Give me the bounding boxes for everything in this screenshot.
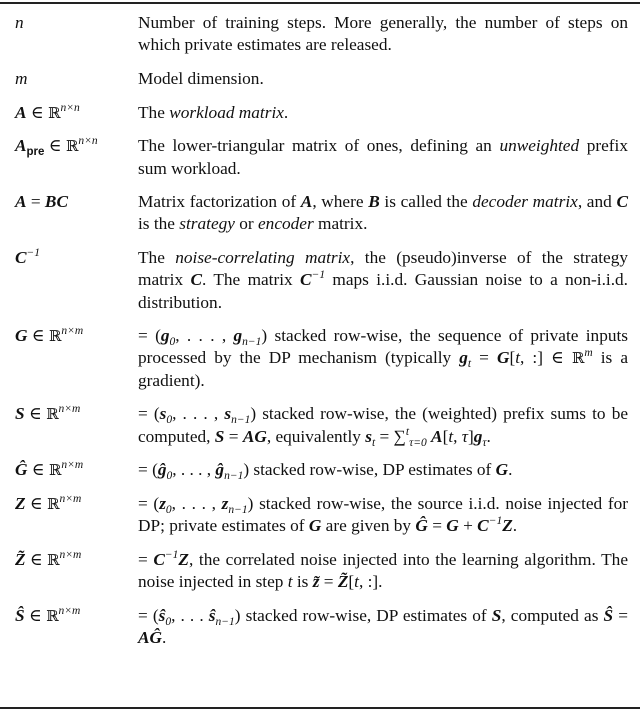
notation-description-segment: z <box>159 493 166 513</box>
notation-description-segment: G <box>446 516 459 536</box>
notation-description-segment: , :]. <box>358 572 383 592</box>
notation-symbol-segment: n×m <box>58 604 81 617</box>
notation-symbol-segment: ∈ <box>27 460 49 480</box>
notation-description-segment: The <box>138 248 176 268</box>
notation-symbol-segment: ℝ <box>46 405 59 424</box>
notation-description-segment: z <box>221 493 229 513</box>
notation-description-segment: n−1 <box>215 615 235 628</box>
notation-description-segment: , and <box>577 192 617 212</box>
notation-description-segment: C <box>300 270 312 290</box>
notation-description-segment: G <box>495 460 509 480</box>
notation-description-segment: , . . . <box>171 605 209 625</box>
notation-description-segment: = ( <box>138 404 160 424</box>
notation-description-segment: t <box>448 426 454 446</box>
top-rule <box>0 2 640 4</box>
table-row <box>0 102 640 136</box>
notation-description-segment: is <box>292 572 313 592</box>
notation-description-segment: = <box>138 549 154 569</box>
notation-symbol-segment: n×m <box>61 325 84 338</box>
notation-symbol <box>0 459 138 493</box>
notation-description <box>138 102 640 136</box>
notation-symbol-segment: BC <box>44 192 68 212</box>
notation-description-segment: Ĝ <box>415 516 428 536</box>
notation-symbol-segment: Ŝ <box>15 605 25 625</box>
notation-description-segment: τ <box>461 426 468 446</box>
notation-description-segment: n−1 <box>228 503 248 516</box>
notation-description-segment: t <box>467 358 472 371</box>
notation-description-segment: = ∑ <box>375 426 406 446</box>
notation-symbol-segment: ℝ <box>46 606 59 625</box>
notation-description-segment: s <box>365 426 372 446</box>
bottom-rule <box>0 707 640 709</box>
notation-symbol-segment: ℝ <box>48 461 62 480</box>
notation-description-segment: [ <box>348 572 355 592</box>
notation-description-segment: = ( <box>138 460 158 480</box>
table-row <box>0 135 640 191</box>
notation-description-segment: 0 <box>165 503 172 516</box>
notation-symbol-segment: n×m <box>59 548 82 561</box>
notation-description <box>138 247 640 325</box>
notation-description <box>138 605 640 661</box>
notation-description-segment: −1 <box>164 548 179 561</box>
notation-description-segment: A <box>431 426 443 446</box>
notation-description-segment: 0 <box>169 336 176 349</box>
notation-symbol-segment: A <box>15 102 27 122</box>
notation-description-segment: Number of training steps. More generally, the number of steps on which private estimates are released. <box>138 13 628 55</box>
notation-description-segment: g <box>459 348 468 368</box>
notation-description-segment: . <box>512 516 518 536</box>
notation-description-segment: B <box>368 192 380 212</box>
notation-symbol-segment: ∈ <box>25 493 47 513</box>
notation-description-segment: prefix sum workload. <box>138 136 628 178</box>
notation-symbol-segment: ℝ <box>47 103 61 122</box>
notation-description-segment: n−1 <box>242 336 262 349</box>
notation-symbol-segment: ℝ <box>65 137 79 156</box>
notation-symbol-segment: ∈ <box>24 605 47 625</box>
notation-description-segment: workload matrix <box>169 102 284 122</box>
notation-description-segment: . <box>162 627 167 647</box>
table-row <box>0 191 640 247</box>
notation-symbol-segment: pre <box>26 146 45 159</box>
notation-description-segment: g <box>233 326 243 346</box>
notation-description-segment: AĜ <box>138 627 163 647</box>
notation-description-segment: , . . . , <box>172 404 225 424</box>
notation-symbol <box>0 605 138 661</box>
notation-description-segment: , equivalently <box>266 426 366 446</box>
notation-description-segment: + <box>458 516 478 536</box>
notation-symbol <box>0 135 138 191</box>
notation-description-segment: . <box>486 426 491 446</box>
notation-symbol-segment: n×n <box>60 101 80 114</box>
table-row <box>0 493 640 549</box>
notation-description <box>138 403 640 459</box>
notation-description <box>138 549 640 605</box>
notation-description-segment: [ <box>509 348 516 368</box>
notation-description-segment: C <box>616 192 628 212</box>
notation-description-segment: C <box>153 549 165 569</box>
notation-description-segment: , . . . , <box>171 493 222 513</box>
notation-symbol-segment: ∈ <box>44 136 66 156</box>
notation-description <box>138 493 640 549</box>
notation-description-segment: , :] ∈ <box>520 348 572 368</box>
notation-symbol <box>0 12 138 68</box>
table-row <box>0 403 640 459</box>
notation-description-segment: encoder <box>258 214 314 234</box>
table-row <box>0 12 640 68</box>
notation-description-segment: Z̃ <box>337 572 349 592</box>
notation-description-segment: . <box>283 102 289 122</box>
notation-description-segment: AG <box>242 426 267 446</box>
notation-description-segment: , where <box>312 192 369 212</box>
notation-symbol-segment: n×m <box>59 492 82 505</box>
notation-description-segment: Z <box>178 549 189 569</box>
notation-description-segment: = ( <box>138 605 159 625</box>
notation-description-segment: matrix. <box>313 214 368 234</box>
notation-description-segment: τ=0 <box>409 436 427 449</box>
notation-symbol <box>0 325 138 403</box>
notation-description-segment: Ŝ <box>603 605 614 625</box>
notation-description-segment: unweighted <box>499 136 580 156</box>
notation-symbol <box>0 403 138 459</box>
notation-description-segment: , <box>453 426 462 446</box>
notation-symbol-segment: A <box>15 136 27 156</box>
notation-description-segment: n−1 <box>231 414 251 427</box>
notation-description-segment: ŝ <box>158 605 166 625</box>
notation-description-segment: z̃ <box>312 572 320 592</box>
notation-description-segment: , . . . , <box>172 460 216 480</box>
notation-description-segment: [ <box>442 426 449 446</box>
notation-symbol-segment: Ĝ <box>15 460 28 480</box>
notation-description-segment: C <box>477 516 489 536</box>
notation-description-segment: G <box>496 348 510 368</box>
notation-description-segment: t <box>405 425 410 438</box>
notation-description-segment: = <box>613 605 629 625</box>
notation-description-segment: −1 <box>488 515 503 528</box>
notation-symbol-segment: A <box>15 192 27 212</box>
notation-description-segment: ŝ <box>208 605 216 625</box>
notation-description-segment: is the <box>138 214 180 234</box>
notation-description-segment: −1 <box>311 269 326 282</box>
notation-description-segment: ) stacked row-wise, DP estimates of <box>234 605 492 625</box>
table-row <box>0 459 640 493</box>
notation-description-segment: . The matrix <box>202 270 301 290</box>
notation-description-segment: 0 <box>165 615 172 628</box>
notation-description-segment: τ <box>482 436 487 449</box>
notation-description-segment: s <box>159 404 167 424</box>
notation-description-segment: ĝ <box>215 460 225 480</box>
notation-description-segment: S <box>491 605 502 625</box>
notation-description-segment: = <box>319 572 338 592</box>
table-row <box>0 325 640 403</box>
notation-description-segment: . <box>508 460 513 480</box>
notation-description-segment: ) stacked row-wise, DP estimates of <box>243 460 496 480</box>
notation-description-segment: , . . . , <box>175 326 234 346</box>
notation-description-segment: maps i.i.d. Gaussian noise to a non-i.i.d. distribution. <box>138 270 629 312</box>
notation-symbol <box>0 68 138 102</box>
notation-description-segment: ) stacked row-wise, the sequence of private inputs processed by the DP mechanism (typically <box>138 326 628 368</box>
notation-symbol <box>0 247 138 325</box>
notation-description-segment: ĝ <box>157 460 167 480</box>
notation-description-segment: Z <box>502 516 513 536</box>
notation-symbol-segment: n <box>15 13 24 32</box>
notation-symbol-segment: −1 <box>26 247 41 260</box>
notation-description-segment: Matrix factorization of <box>138 192 301 212</box>
notation-description-segment: m <box>584 347 593 360</box>
notation-description-segment: decoder matrix <box>472 192 578 212</box>
notation-symbol-segment: ∈ <box>26 102 48 122</box>
notation-symbol-segment: S <box>15 404 25 424</box>
notation-symbol-segment: ℝ <box>48 327 62 346</box>
table-row <box>0 549 640 605</box>
notation-symbol-segment: C <box>15 248 27 268</box>
notation-symbol-segment: n×n <box>78 135 98 148</box>
notation-description-segment: strategy <box>179 214 235 234</box>
notation-description-segment: G <box>308 516 322 536</box>
table-row <box>0 247 640 325</box>
notation-description-segment: t <box>515 348 521 368</box>
notation-symbol-segment: ∈ <box>25 549 47 569</box>
notation-symbol-segment: ℝ <box>47 494 60 513</box>
notation-description-segment: , the (pseudo)inverse of the strategy matrix <box>138 248 628 290</box>
notation-description-segment: g <box>473 426 483 446</box>
notation-description-segment: are given by <box>321 516 416 536</box>
notation-description-segment: is called the <box>379 192 473 212</box>
notation-description-segment: t <box>371 436 376 449</box>
notation-symbol-segment: = <box>26 192 45 212</box>
notation-symbol-segment: Z <box>15 493 26 513</box>
notation-description-segment: s <box>224 404 232 424</box>
notation-description-segment: ) stacked row-wise, the source i.i.d. noise injected for DP; private estimates of <box>138 493 629 536</box>
notation-description-segment: 0 <box>166 470 173 483</box>
table-row <box>0 68 640 102</box>
notation-description-segment: g <box>160 326 170 346</box>
notation-description-segment: = <box>471 348 497 368</box>
notation-description-segment: A <box>300 192 313 212</box>
table-row <box>0 605 640 661</box>
notation-description <box>138 191 640 247</box>
notation-description-segment: ] <box>467 426 474 446</box>
notation-description-segment: ℝ <box>571 349 585 368</box>
notation-symbol-segment: Z̃ <box>15 549 26 569</box>
notation-description <box>138 12 640 68</box>
notation-description-segment: or <box>234 214 259 234</box>
notation-description <box>138 325 640 403</box>
notation-description <box>138 459 640 493</box>
notation-description-segment: = <box>224 426 243 446</box>
notation-symbol-segment: ℝ <box>47 550 60 569</box>
notation-symbol-segment: ∈ <box>24 404 47 424</box>
notation-symbol-segment: n×m <box>61 459 84 472</box>
notation-description-segment: , computed as <box>501 605 604 625</box>
notation-table <box>0 12 640 661</box>
notation-description-segment: The lower-triangular matrix of ones, defining an <box>138 136 500 156</box>
notation-description-segment: 0 <box>166 414 173 427</box>
notation-description <box>138 68 640 102</box>
notation-symbol-segment: ∈ <box>27 326 49 346</box>
notation-symbol <box>0 191 138 247</box>
notation-description <box>138 135 640 191</box>
notation-symbol <box>0 549 138 605</box>
notation-description-segment: is a gradient). <box>138 348 629 390</box>
notation-symbol <box>0 102 138 136</box>
notation-symbol-segment: G <box>15 326 28 346</box>
notation-description-segment: = ( <box>138 493 160 513</box>
notation-description-segment: = <box>427 516 447 536</box>
notation-description-segment: , the correlated noise injected into the learning algorithm. The noise injected in step <box>138 549 628 592</box>
notation-description-segment: n−1 <box>224 470 244 483</box>
notation-symbol-segment: m <box>15 68 28 88</box>
notation-description-segment: S <box>214 426 225 446</box>
notation-description-segment: The <box>138 102 170 122</box>
notation-description-segment: noise-correlating matrix <box>175 248 351 268</box>
notation-symbol-segment: n×m <box>58 403 81 416</box>
notation-description-segment: = ( <box>138 326 161 346</box>
notation-description-segment: ) stacked row-wise, the (weighted) prefix sums to be computed, <box>138 404 629 446</box>
notation-symbol <box>0 493 138 549</box>
notation-description-segment: t <box>354 572 359 592</box>
notation-description-segment: C <box>190 270 202 290</box>
notation-description-segment: t <box>287 572 293 592</box>
notation-description-segment: Model dimension. <box>138 68 264 88</box>
